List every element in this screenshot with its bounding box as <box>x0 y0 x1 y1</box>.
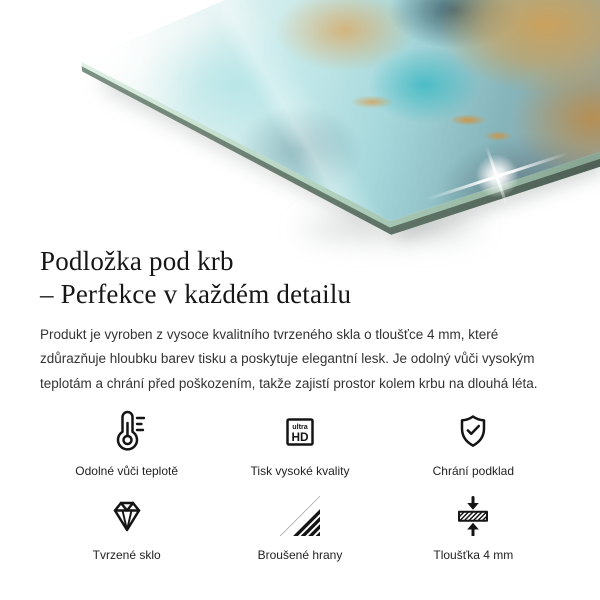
feature-item-polished-edges <box>213 494 386 562</box>
ultra-hd-text-bottom: HD <box>291 429 309 444</box>
ultra-hd-text-top: ultra <box>292 422 308 432</box>
diamond-icon <box>107 494 147 538</box>
feature-label: Tisk vysoké kvality <box>250 463 350 478</box>
feature-item-protects-surface <box>387 410 560 478</box>
feature-item-thickness <box>387 494 560 562</box>
feature-label: Chrání podklad <box>432 463 515 478</box>
ultra-hd-icon <box>280 410 320 454</box>
page-title <box>40 245 560 312</box>
feature-label: Tvrzené sklo <box>92 547 161 562</box>
feature-label: Broušené hrany <box>257 547 343 562</box>
feature-label: Tloušťka 4 mm <box>433 547 514 562</box>
feature-item-heat-resistant <box>40 410 213 478</box>
product-hero-image <box>0 0 600 240</box>
thickness-icon <box>453 494 493 538</box>
feature-item-tempered-glass <box>40 494 213 562</box>
title-line-1: Podložka pod krb <box>40 246 234 276</box>
feature-label: Odolné vůči teplotě <box>75 463 179 478</box>
product-info-section <box>0 240 600 562</box>
feature-grid <box>40 410 560 562</box>
product-description: Produkt je vyroben z vysoce kvalitního tvrzeného skla o tloušťce 4 mm, které zdůrazňuje hloubku barev tisku a poskytuje elegantní lesk. Je odolný vůči vysokým teplotám a chrání před poškozením, takže zajistí prostor kolem krbu na dlouhá léta. <box>40 326 538 391</box>
beveled-edges-icon <box>280 494 320 538</box>
glass-panel-sheen <box>0 0 600 240</box>
thermometer-icon <box>106 410 148 454</box>
title-line-2: – Perfekce v každém detailu <box>40 279 352 310</box>
feature-item-print-quality <box>213 410 386 478</box>
shield-check-icon <box>453 410 493 454</box>
